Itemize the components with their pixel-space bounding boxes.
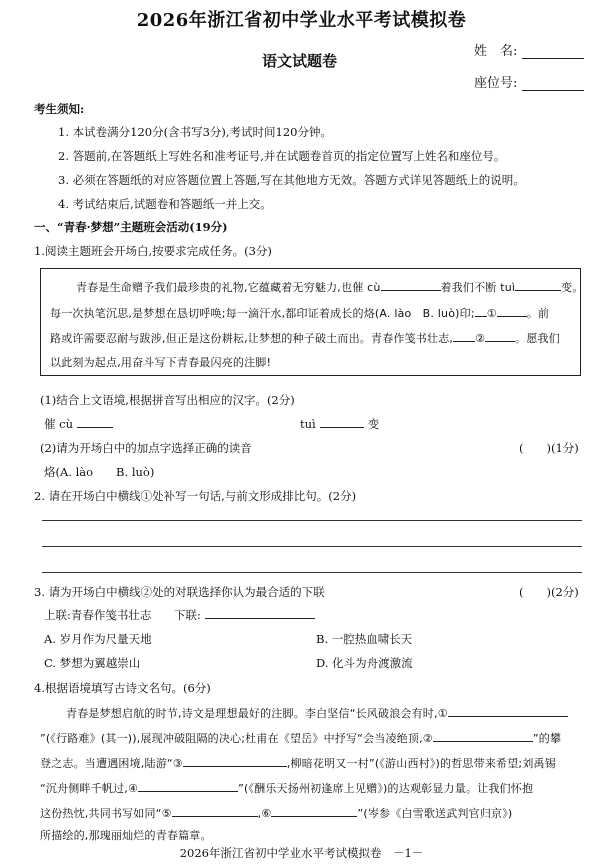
notice-item: 4. 考试结束后,试题卷和答题纸一并上交。 (58, 197, 272, 211)
option-a: A. 岁月作为尺量天地 (44, 632, 152, 646)
poem-line: 这份热忱,共同书写如同“⑤ ,⑥ ”(岑参《白雪歌送武判官归京》) (40, 807, 513, 820)
notice-item: 1. 本试卷满分120分(含书写3分),考试时间120分钟。 (58, 125, 332, 139)
question-2-prompt: 2. 请在开场白中横线①处补写一句话,与前文形成排比句。(2分) (34, 489, 357, 503)
passage-line: 以此刻为起点,用奋斗写下青春最闪亮的注脚! (50, 356, 272, 369)
poem-line: “沉舟侧畔千帆过,④ ”(《酬乐天扬州初逢席上见赠》)的达观彰显力量。让我们怀抱 (40, 782, 534, 795)
question-3-prompt: 3. 请为开场白中横线②处的对联选择你认为最合适的下联 (34, 585, 325, 599)
notice-item: 2. 答题前,在答题纸上写姓名和准考证号,并在试题卷首页的指定位置写上姓名和座位号。 (58, 149, 506, 163)
question-4-prompt: 4.根据语境填写古诗文名句。(6分) (34, 681, 211, 695)
answer-line (42, 520, 582, 521)
poem-line: 登之志。当遭遇困境,陆游“③ ,柳暗花明又一村”(《游山西村》)的哲思带来希望;刘禹锡 (40, 757, 556, 770)
page-footer: 2026年浙江省初中学业水平考试模拟卷 －1－ (179, 846, 424, 860)
option-c: C. 梦想为翼越崇山 (44, 656, 141, 670)
blank-marker: ① (437, 707, 448, 720)
subquestion-2: (2)请为开场白中的加点字选择正确的读音 (40, 441, 252, 455)
reading-options: 烙(A. lào B. luò) (44, 465, 155, 479)
seat-blank (522, 78, 584, 91)
option-d: D. 化斗为舟渡激流 (316, 656, 413, 670)
poem-line: 青春是梦想启航的时节,诗文是理想最好的注脚。李白坚信“长风破浪会有时,① (66, 705, 568, 721)
name-blank (522, 46, 584, 59)
blank-1-marker: ① (486, 307, 497, 320)
subquestion-1: (1)结合上文语境,根据拼音写出相应的汉字。(2分) (40, 393, 295, 407)
answer-paren: ( )(2分) (519, 585, 579, 599)
option-b: B. 一腔热血啸长天 (316, 632, 413, 646)
seat-field (474, 72, 584, 91)
notice-heading: 考生须知: (34, 102, 85, 116)
name-field (474, 40, 584, 59)
poem-line: ”(《行路难》(其一)),展现冲破阻隔的决心;杜甫在《望岳》中抒写“会当凌绝顶,② ”的攀 (40, 732, 562, 745)
passage-line: 青春是生命赠予我们最珍贵的礼物,它蕴藏着无穷魅力,也催 cù 着我们不断 tuì 变。 (76, 281, 584, 294)
couplet-lower: 下联: (174, 607, 315, 623)
answer-line (42, 572, 582, 573)
answer-paren: ( )(1分) (519, 441, 579, 455)
section-heading: 一、“青春·梦想”主题班会活动(19分) (34, 220, 228, 234)
question-1-prompt: 1.阅读主题班会开场白,按要求完成任务。(3分) (34, 244, 272, 258)
answer-tui: tuì 变 (300, 417, 380, 431)
answer-line (42, 546, 582, 547)
blank-2-marker: ② (475, 332, 486, 345)
seat-label: 座位号: (474, 76, 518, 91)
notice-item: 3. 必须在答题纸的对应答题位置上答题,写在其他地方无效。答题方式详见答题纸上的说明。 (58, 173, 525, 187)
name-label: 姓 名: (474, 44, 518, 59)
couplet-upper: 上联:青春作笺书壮志 (44, 608, 152, 622)
exam-title: 2026年浙江省初中学业水平考试模拟卷 (136, 10, 467, 31)
passage-line: 路或许需要忍耐与跋涉,但正是这份耕耘,让梦想的种子破土而出。青春作笺书壮志, ② 。愿我们 (50, 332, 560, 345)
passage-line: 每一次执笔沉思,是梦想在恳切呼唤;每一滴汗水,都印证着成长的烙(A. lào B. luò)印; ① 。前 (50, 307, 550, 320)
poem-line: 所描绘的,那瑰丽灿烂的青春篇章。 (40, 829, 212, 842)
answer-cu: 催 cù (44, 416, 113, 432)
paper-subtitle: 语文试题卷 (262, 52, 338, 70)
